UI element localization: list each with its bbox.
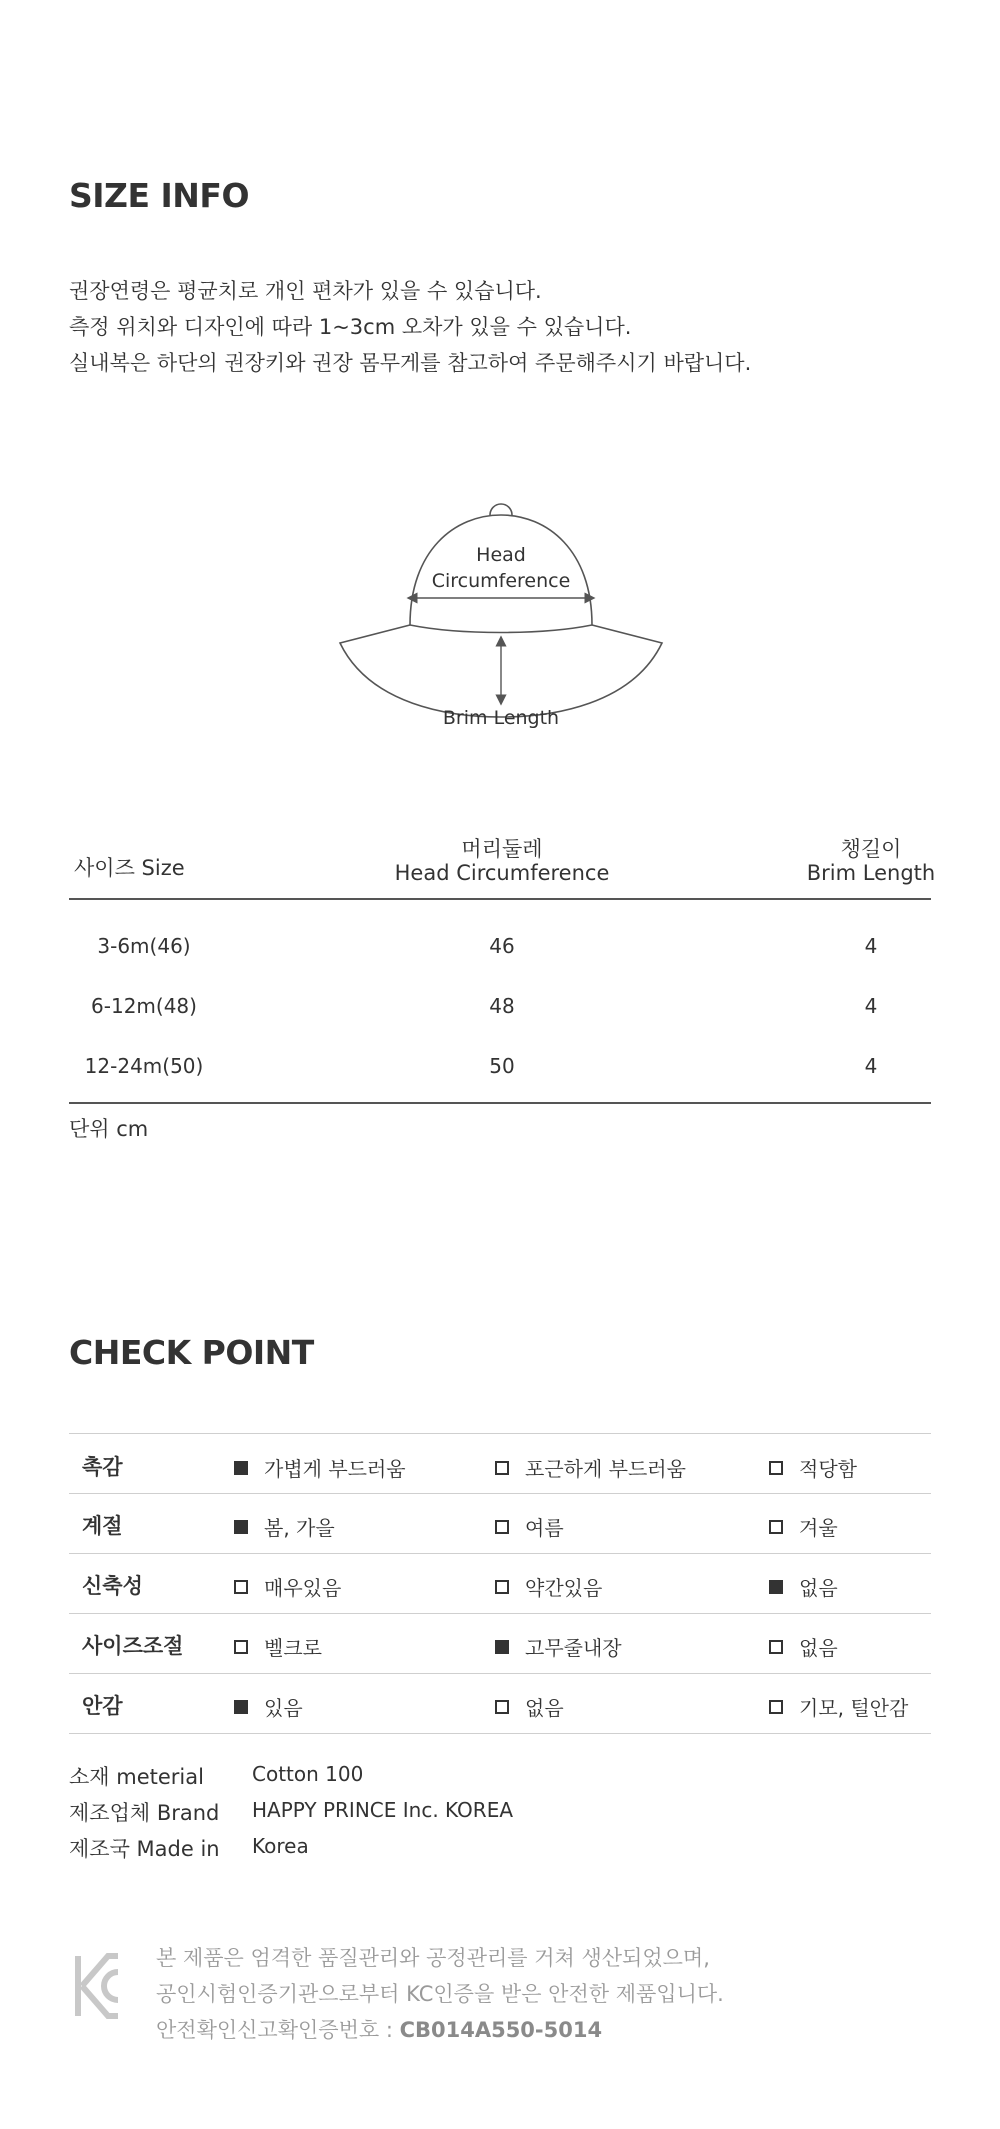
checkbox-checked <box>769 1580 783 1594</box>
checkbox-checked <box>495 1640 509 1654</box>
table-cell-head: 46 <box>489 934 515 958</box>
size-info-title: SIZE INFO <box>69 176 249 215</box>
table-cell-head: 50 <box>489 1054 515 1078</box>
checkbox-unchecked <box>495 1461 509 1475</box>
checkbox-unchecked <box>769 1700 783 1714</box>
check-option: 없음 <box>769 1632 838 1661</box>
check-option: 있음 <box>234 1692 303 1721</box>
check-row-label: 계절 <box>82 1514 123 1538</box>
checkbox-unchecked <box>234 1580 248 1594</box>
head-label-line1: Head <box>476 544 526 566</box>
checkbox-unchecked <box>769 1520 783 1534</box>
material-label: 소재 meterial <box>69 1765 204 1789</box>
col-brim-header-ko: 챙길이 <box>840 837 902 861</box>
kc-line: 본 제품은 엄격한 품질관리와 공정관리를 거쳐 생산되었으며, <box>156 1946 710 1970</box>
table-cell-size: 6-12m(48) <box>91 994 197 1018</box>
table-top-rule <box>69 898 931 900</box>
check-row-label: 사이즈조절 <box>82 1634 184 1658</box>
brand-label: 제조업체 Brand <box>69 1801 220 1825</box>
check-option: 없음 <box>769 1572 838 1601</box>
kc-notice <box>156 1940 724 2048</box>
checkbox-checked <box>234 1461 248 1475</box>
checkbox-checked <box>234 1700 248 1714</box>
checkbox-unchecked <box>495 1700 509 1714</box>
kc-line: 공인시험인증기관으로부터 KC인증을 받은 안전한 제품입니다. <box>156 1982 724 2006</box>
kc-line: 안전확인신고확인증번호 : CB014A550-5014 <box>156 2018 603 2042</box>
table-cell-brim: 4 <box>864 934 878 958</box>
check-option: 없음 <box>495 1692 564 1721</box>
col-size-header: 사이즈 Size <box>74 856 185 880</box>
check-point-title: CHECK POINT <box>69 1333 314 1372</box>
made-in-label: 제조국 Made in <box>69 1837 220 1861</box>
check-option: 기모, 털안감 <box>769 1692 908 1721</box>
table-cell-size: 3-6m(46) <box>97 934 191 958</box>
col-head-header-ko: 머리둘레 <box>461 837 543 861</box>
checkbox-unchecked <box>495 1580 509 1594</box>
check-option: 포근하게 부드러움 <box>495 1453 686 1482</box>
size-note: 측정 위치와 디자인에 따라 1~3cm 오차가 있을 수 있습니다. <box>69 315 632 339</box>
checkbox-unchecked <box>495 1520 509 1534</box>
check-option: 적당함 <box>769 1453 857 1482</box>
check-option: 벨크로 <box>234 1632 322 1661</box>
size-notes <box>69 273 751 381</box>
checkbox-unchecked <box>769 1640 783 1654</box>
check-row-label: 안감 <box>82 1694 123 1718</box>
check-option: 가볍게 부드러움 <box>234 1453 406 1482</box>
check-rule <box>69 1613 931 1614</box>
check-rule <box>69 1433 931 1434</box>
checkbox-unchecked <box>234 1640 248 1654</box>
check-option: 여름 <box>495 1512 564 1541</box>
hat-band <box>410 625 592 633</box>
brim-label: Brim Length <box>442 707 560 729</box>
hat-button <box>490 504 512 515</box>
col-head-header-en: Head Circumference <box>394 861 610 885</box>
check-option: 매우있음 <box>234 1572 341 1601</box>
hat-measurement-diagram <box>330 495 670 745</box>
col-brim-header-en: Brim Length <box>806 861 936 885</box>
table-cell-brim: 4 <box>864 994 878 1018</box>
table-cell-size: 12-24m(50) <box>84 1054 204 1078</box>
checkbox-checked <box>234 1520 248 1534</box>
table-bottom-rule <box>69 1102 931 1104</box>
head-label-line2: Circumference <box>431 570 571 592</box>
brand-value: HAPPY PRINCE Inc. KOREA <box>252 1798 514 1822</box>
check-rule <box>69 1673 931 1674</box>
size-note: 실내복은 하단의 권장키와 권장 몸무게를 참고하여 주문해주시기 바랍니다. <box>69 351 752 375</box>
table-cell-head: 48 <box>489 994 515 1018</box>
material-value: Cotton 100 <box>252 1762 364 1786</box>
check-rule <box>69 1493 931 1494</box>
check-option: 약간있음 <box>495 1572 602 1601</box>
size-note: 권장연령은 평균치로 개인 편차가 있을 수 있습니다. <box>69 279 542 303</box>
unit-note: 단위 cm <box>69 1117 149 1141</box>
check-rule <box>69 1733 931 1734</box>
check-rule <box>69 1553 931 1554</box>
check-option: 겨울 <box>769 1512 838 1541</box>
check-row-label: 신축성 <box>82 1574 143 1598</box>
check-row-label: 촉감 <box>82 1455 123 1479</box>
checkbox-unchecked <box>769 1461 783 1475</box>
check-option: 봄, 가을 <box>234 1512 335 1541</box>
made-in-value: Korea <box>252 1834 309 1858</box>
check-option: 고무줄내장 <box>495 1632 622 1661</box>
kc-certification-icon <box>72 1950 124 2022</box>
table-cell-brim: 4 <box>864 1054 878 1078</box>
kc-certificate-number: CB014A550-5014 <box>399 2018 603 2042</box>
